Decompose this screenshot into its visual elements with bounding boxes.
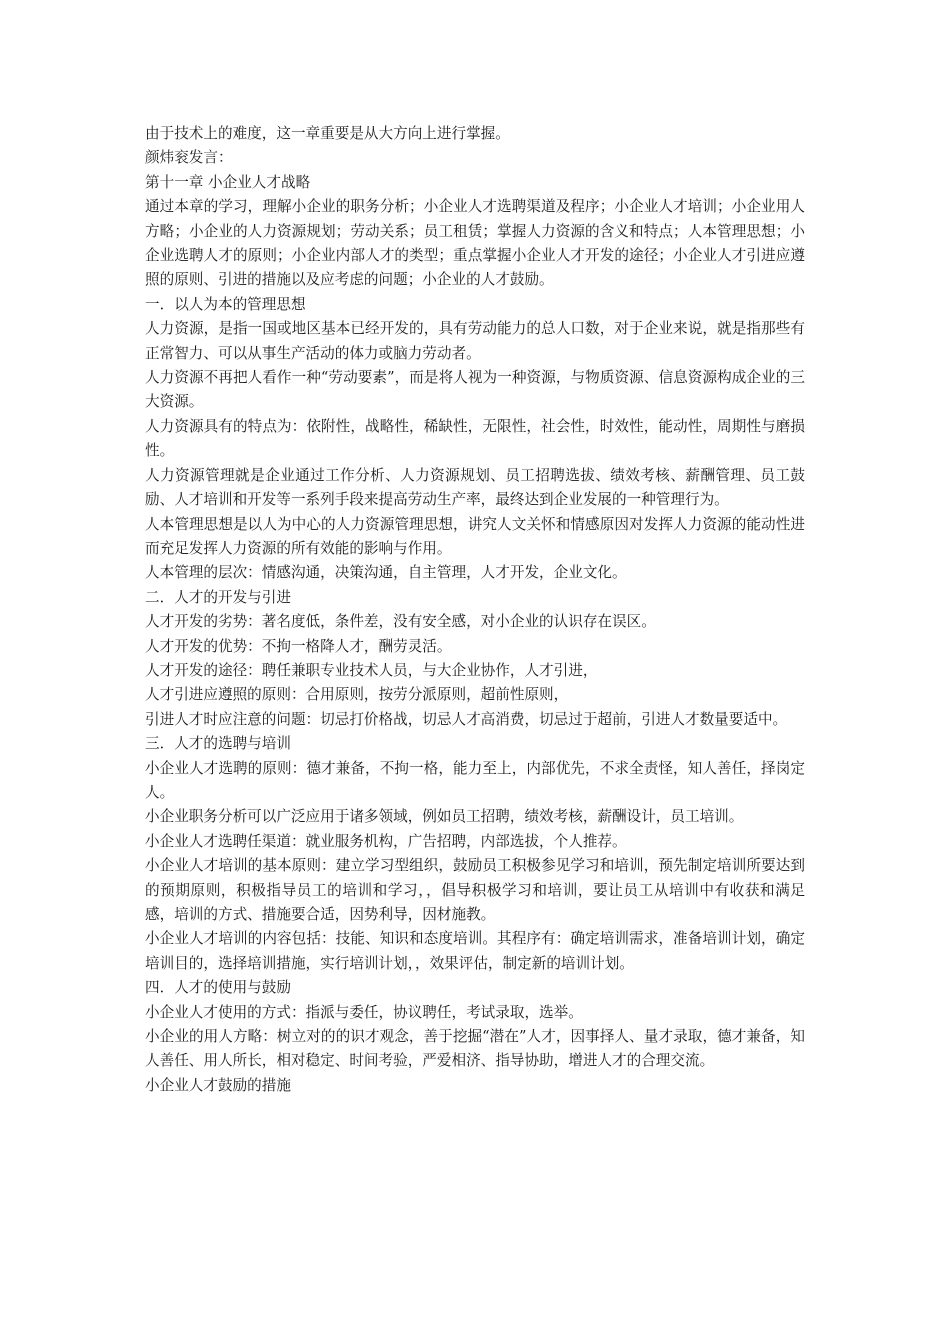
paragraph-selection-channels: 小企业人才选聘任渠道：就业服务机构，广告招聘，内部选拔，个人推荐。 xyxy=(145,832,627,850)
section-heading-4: 四．人才的使用与鼓励 xyxy=(145,979,291,997)
section-heading-2: 二．人才的开发与引进 xyxy=(145,588,291,606)
paragraph-dev-disadvantages: 人才开发的劣势：著名度低，条件差，没有安全感，对小企业的认识存在误区。 xyxy=(145,613,656,631)
paragraph-people-oriented: 人本管理思想是以人为中心的人力资源管理思想，讲究人文关怀和情感原因对发挥人力资源的能动性进而充足发挥人力资源的所有效能的影响与作用。 xyxy=(145,515,805,557)
paragraph-hr-definition: 人力资源，是指一国或地区基本已经开发的，具有劳动能力的总人口数，对于企业来说，就是指那些有正常智力、可以从事生产活动的体力或脑力劳动者。 xyxy=(145,320,805,362)
chapter-title: 第十一章 小企业人才战略 xyxy=(145,173,311,191)
document-body xyxy=(145,122,805,1098)
paragraph-training-principles: 小企业人才培训的基本原则：建立学习型组织，鼓励员工积极参见学习和培训，预先制定培训所要达到的预期原则，积极指导员工的培训和学习，，倡导积极学习和培训，要让员工从培训中有收获和满足感，培训的方式、措施要合适，因势利导，因材施教。 xyxy=(145,857,805,923)
paragraph-management-levels: 人本管理的层次：情感沟通，决策沟通，自主管理，人才开发，企业文化。 xyxy=(145,564,627,582)
paragraph-usage-methods: 小企业人才使用的方式：指派与委任，协议聘任，考试录取，选举。 xyxy=(145,1003,583,1021)
paragraph-hr-management: 人力资源管理就是企业通过工作分析、人力资源规划、员工招聘选拔、绩效考核、薪酬管理、员工鼓励、人才培训和开发等一系列手段来提高劳动生产率，最终达到企业发展的一种管理行为。 xyxy=(145,466,805,509)
paragraph-hr-features: 人力资源具有的特点为：依附性，战略性，稀缺性，无限性，社会性，时效性，能动性，周期性与磨损性。 xyxy=(145,417,805,460)
paragraph-training-content: 小企业人才培训的内容包括：技能、知识和态度培训。其程序有：确定培训需求，准备培训计划，确定培训目的，选择培训措施，实行培训计划，，效果评估，制定新的培训计划。 xyxy=(145,930,805,972)
chapter-objectives: 通过本章的学习，理解小企业的职务分析；小企业人才选聘渠道及程序；小企业人才培训；小企业用人方略；小企业的人力资源规划；劳动关系；员工租赁；掌握人力资源的含义和特点；人本管理思想；小企业选聘人才的原则；小企业内部人才的类型；重点掌握小企业人才开发的途径；小企业人才引进应遵照的原则、引进的措施以及应考虑的问题；小企业的人才鼓励。 xyxy=(145,198,805,289)
section-heading-1: 一．以人为本的管理思想 xyxy=(145,295,306,313)
paragraph-selection-principles: 小企业人才选聘的原则：德才兼备，不拘一格，能力至上，内部优先，不求全责怪，知人善任，择岗定人。 xyxy=(145,759,805,801)
intro-note: 由于技术上的难度，这一章重要是从大方向上进行掌握。 xyxy=(145,125,510,142)
paragraph-motivation-measures: 小企业人才鼓励的措施 xyxy=(145,1076,291,1094)
paragraph-dev-advantages: 人才开发的优势：不拘一格降人才，酬劳灵活。 xyxy=(145,637,452,655)
paragraph-hr-resource: 人力资源不再把人看作一种“劳动要素”，而是将人视为一种资源，与物质资源、信息资源构成企业的三大资源。 xyxy=(145,369,805,411)
paragraph-intro-principles: 人才引进应遵照的原则：合用原则，按劳分派原则，超前性原则， xyxy=(145,686,569,704)
paragraph-job-analysis: 小企业职务分析可以广泛应用于诸多领域，例如员工招聘，绩效考核，薪酬设计，员工培训。 xyxy=(145,808,744,826)
paragraph-dev-approaches: 人才开发的途径：聘任兼职专业技术人员，与大企业协作，人才引进， xyxy=(145,661,598,679)
paragraph-intro-issues: 引进人才时应注意的问题：切忌打价格战，切忌人才高消费，切忌过于超前，引进人才数量要适中。 xyxy=(145,710,788,728)
section-heading-3: 三．人才的选聘与培训 xyxy=(145,735,291,753)
speaker-line: 颜炜衮发言： xyxy=(145,149,233,167)
paragraph-usage-strategy: 小企业的用人方略：树立对的的识才观念，善于挖掘“潜在”人才，因事择人、量才录取，德才兼备，知人善任、用人所长，相对稳定、时间考验，严爱相济、指导协助，增进人才的合理交流。 xyxy=(145,1028,805,1070)
